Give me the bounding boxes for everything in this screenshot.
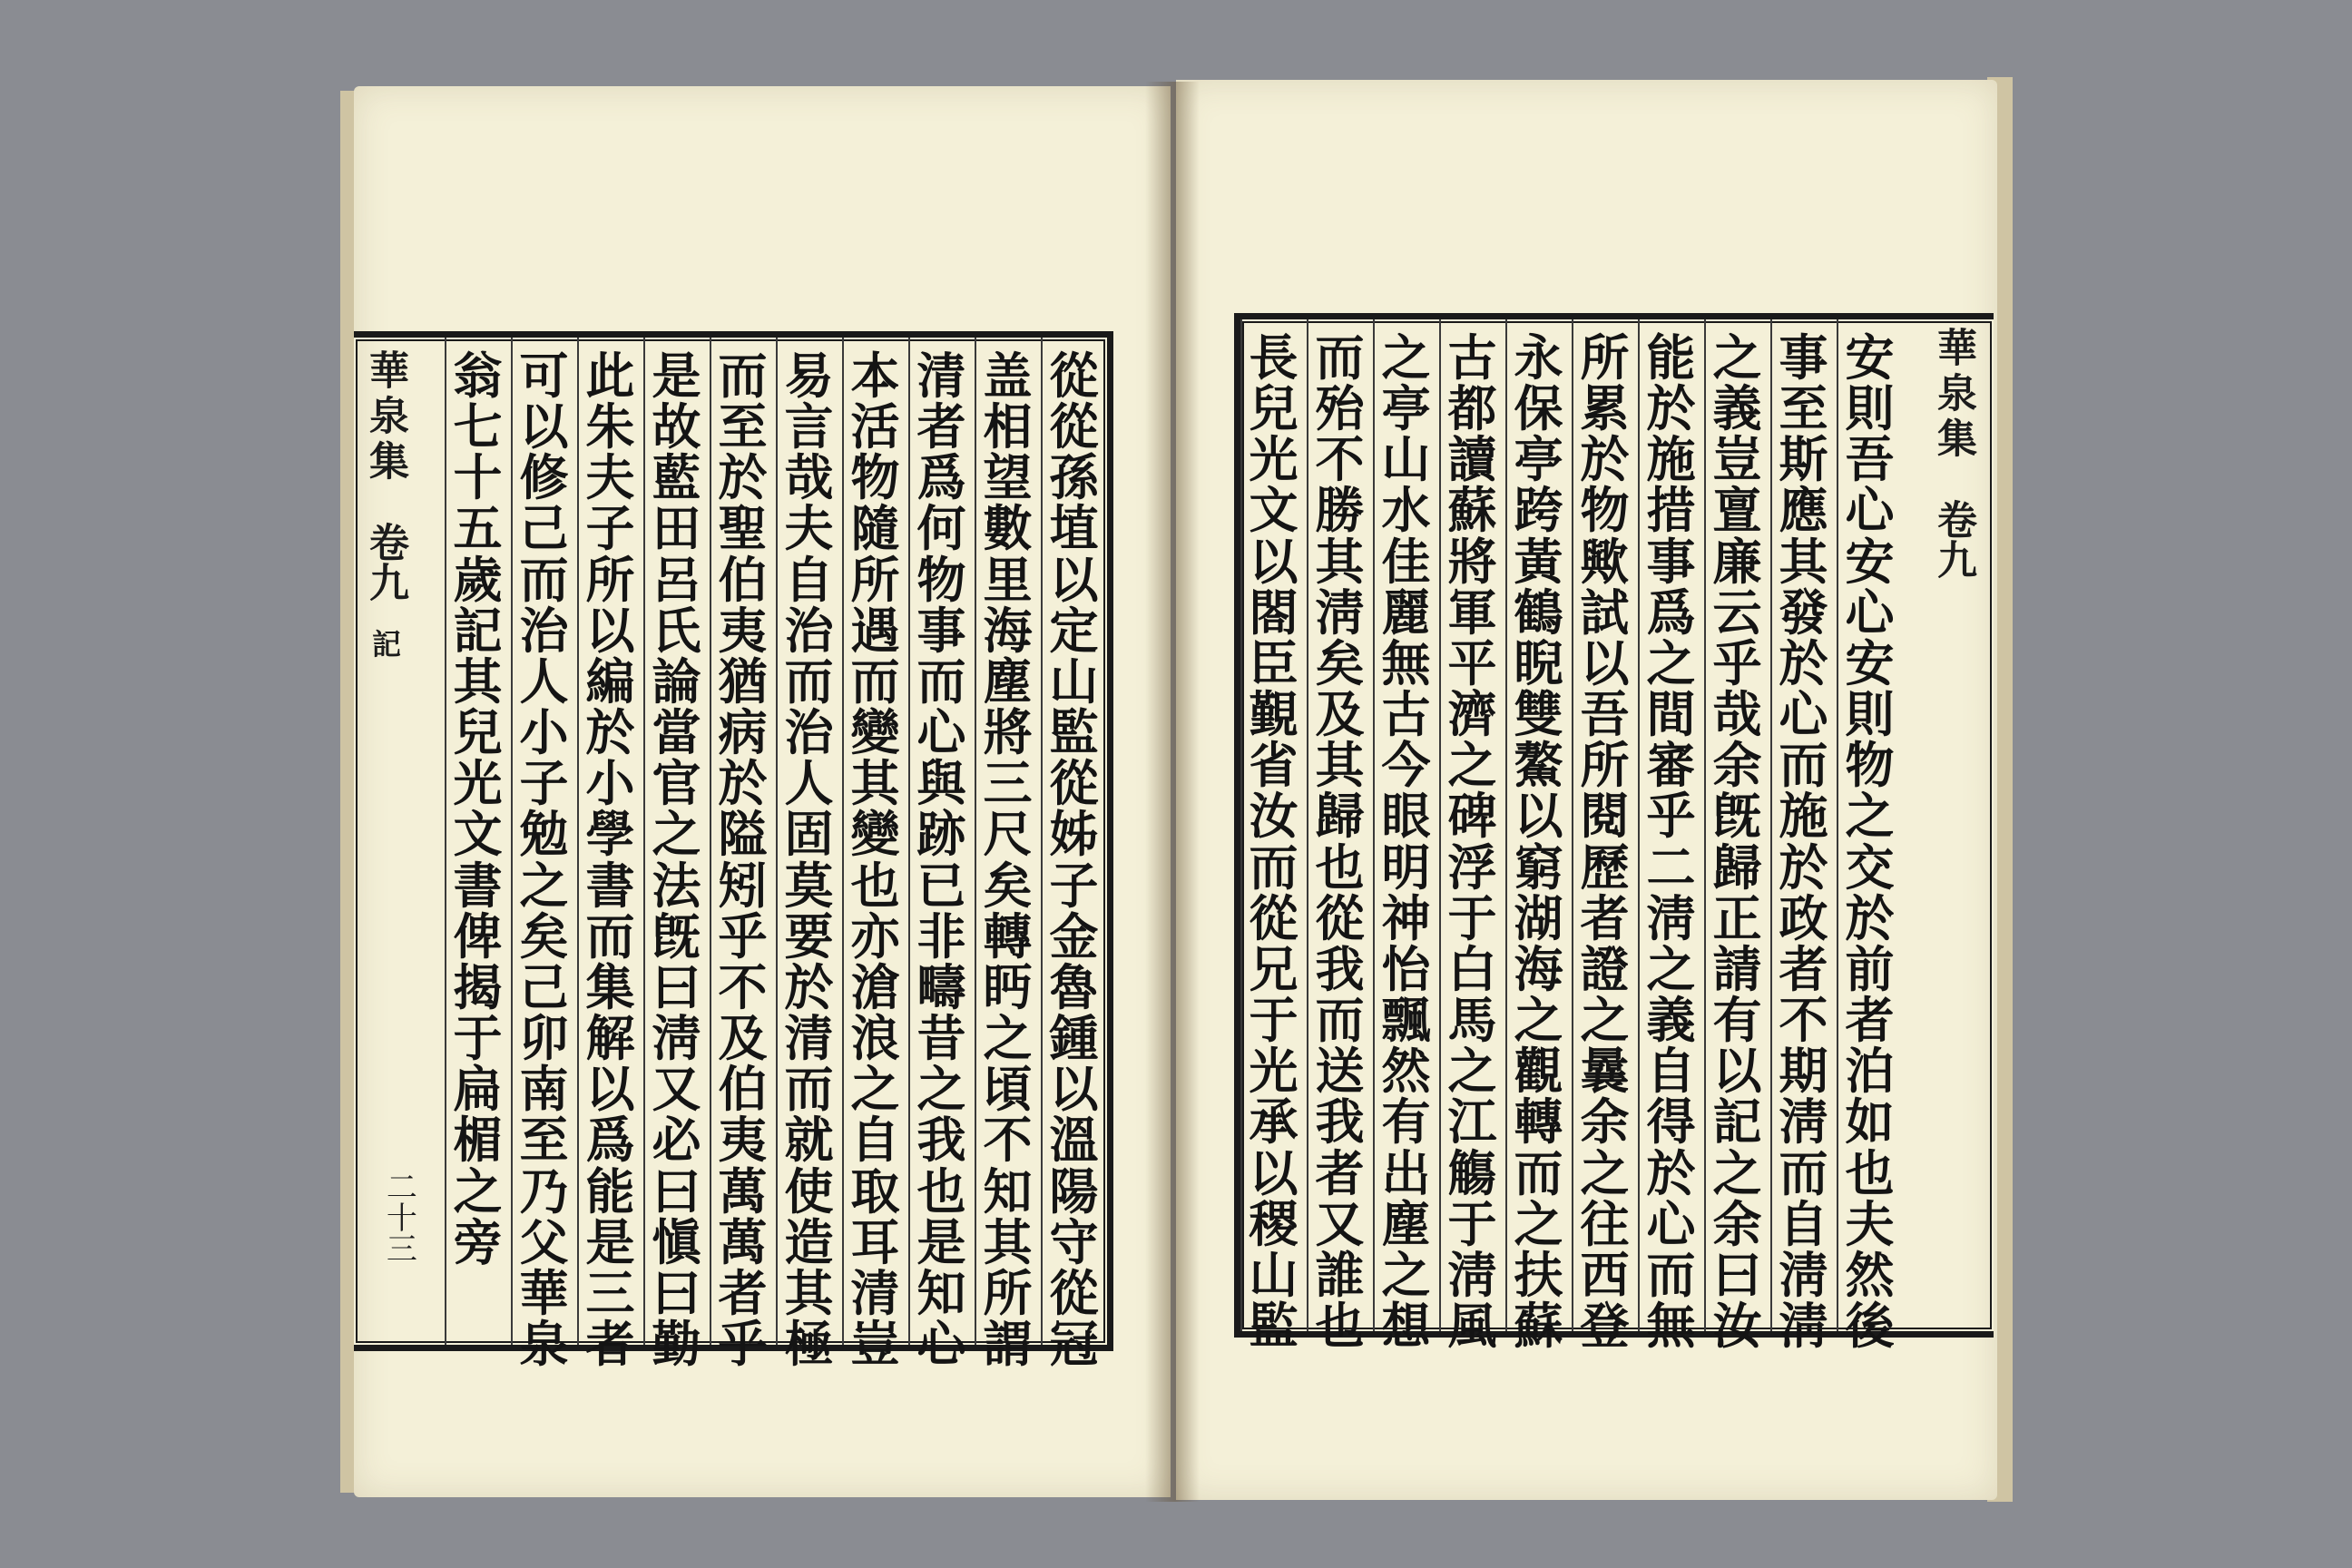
left-margin-volume: 卷九 xyxy=(362,522,408,602)
left-text-column: 翁 七 十 五 歲 記 其 兒 光 文 書 俾 揭 于 扁 楣 之 旁 xyxy=(453,347,503,1271)
left-page-number-text: 二十三 xyxy=(380,1171,417,1263)
right-text-column: 古 都 讀 蘇 將 軍 平 濟 之 碑 浮 于 白 馬 之 江 觴 于 淸 風 xyxy=(1447,328,1497,1355)
left-text-column: 可 以 修 己 而 治 人 小 子 勉 之 矣 己 卯 南 至 乃 父 華 泉 xyxy=(519,347,569,1373)
right-text-column: 之 亭 山 水 佳 麗 無 古 今 眼 明 神 怡 飄 然 有 出 塵 之 想 xyxy=(1381,328,1431,1355)
column-rule xyxy=(776,338,778,1345)
column-rule xyxy=(710,338,711,1345)
left-margin-title-text: 華泉集 xyxy=(362,349,408,485)
right-text-column: 長 兒 光 文 以 閤 臣 覲 省 汝 而 從 兄 于 光 承 以 稷 山 監 xyxy=(1249,328,1298,1355)
left-text-frame xyxy=(354,331,1113,1373)
right-text-column: 事 至 斯 應 其 發 於 心 而 施 於 政 者 不 期 淸 而 自 淸 淸 xyxy=(1779,328,1828,1355)
left-margin-section: 記 xyxy=(368,629,402,658)
left-text-column: 清 者 爲 何 物 事 而 心 與 跡 已 非 疇 昔 之 我 也 是 知 心 xyxy=(916,347,966,1373)
left-text-column: 而 至 於 聖 伯 夷 猶 病 於 隘 矧 乎 不 及 伯 夷 萬 萬 者 乎 xyxy=(718,347,768,1373)
right-text-frame xyxy=(1234,313,1994,1355)
column-rule xyxy=(577,338,579,1345)
left-text-column: 本 活 物 隨 所 遇 而 變 其 變 也 亦 滄 浪 之 自 取 耳 清 豈 xyxy=(850,347,900,1373)
column-rule xyxy=(1041,338,1043,1345)
right-text-column: 能 於 施 措 事 爲 之 間 審 乎 二 淸 之 義 自 得 於 心 而 無 xyxy=(1646,328,1696,1355)
book-gutter xyxy=(1145,82,1200,1502)
left-text-column: 從 從 孫 埴 以 定 山 監 從 姊 子 金 魯 鍾 以 溫 陽 守 從 冠 xyxy=(1049,347,1099,1373)
column-rule xyxy=(1837,319,1838,1331)
left-text-column: 易 言 哉 夫 自 治 而 治 人 固 莫 要 於 清 而 就 使 造 其 極 xyxy=(784,347,834,1373)
right-margin-title-text: 華泉集 xyxy=(1930,327,1976,463)
right-text-column: 安 則 吾 心 安 心 安 則 物 之 交 於 前 者 泊 如 也 夫 然 後 xyxy=(1845,328,1895,1355)
column-rule xyxy=(975,338,976,1345)
column-rule xyxy=(1770,319,1772,1331)
column-rule xyxy=(1572,319,1573,1331)
column-rule xyxy=(643,338,645,1345)
column-rule xyxy=(1307,319,1308,1331)
left-text-column: 此 朱 夫 子 所 以 編 於 小 學 書 而 集 解 以 爲 能 是 三 者 xyxy=(585,347,635,1373)
right-text-column: 而 殆 不 勝 其 淸 矣 及 其 歸 也 從 我 而 送 我 者 又 誰 也 xyxy=(1315,328,1365,1355)
right-margin-title xyxy=(1924,327,1982,579)
column-rule xyxy=(445,338,446,1345)
left-page-number xyxy=(381,1171,415,1263)
right-text-column: 永 保 亭 跨 黃 鶴 睨 雙 鰲 以 窮 湖 海 之 觀 轉 而 之 扶 蘇 xyxy=(1514,328,1563,1355)
left-margin-title xyxy=(356,349,414,658)
column-rule xyxy=(1704,319,1706,1331)
column-rule xyxy=(1373,319,1375,1331)
column-rule xyxy=(1439,319,1441,1331)
left-text-column: 是 故 藍 田 呂 氏 論 當 官 之 法 旣 曰 淸 又 必 曰 愼 曰 勤 xyxy=(652,347,701,1373)
right-text-column: 所 累 於 物 歟 試 以 吾 所 閱 歷 者 證 之 曩 余 之 往 西 登 xyxy=(1580,328,1630,1355)
right-margin-volume: 卷九 xyxy=(1930,499,1976,579)
column-rule xyxy=(511,338,513,1345)
column-rule xyxy=(1240,319,1242,1331)
left-text-column: 盖 相 望 數 里 海 塵 將 三 尺 矣 轉 眄 之 頃 不 知 其 所 謂 xyxy=(983,347,1033,1373)
column-rule xyxy=(1505,319,1507,1331)
column-rule xyxy=(1638,319,1640,1331)
column-rule xyxy=(842,338,844,1345)
right-text-column: 之 義 豈 亶 廉 云 乎 哉 余 旣 歸 正 請 有 以 記 之 余 曰 汝 xyxy=(1712,328,1762,1355)
column-rule xyxy=(908,338,910,1345)
